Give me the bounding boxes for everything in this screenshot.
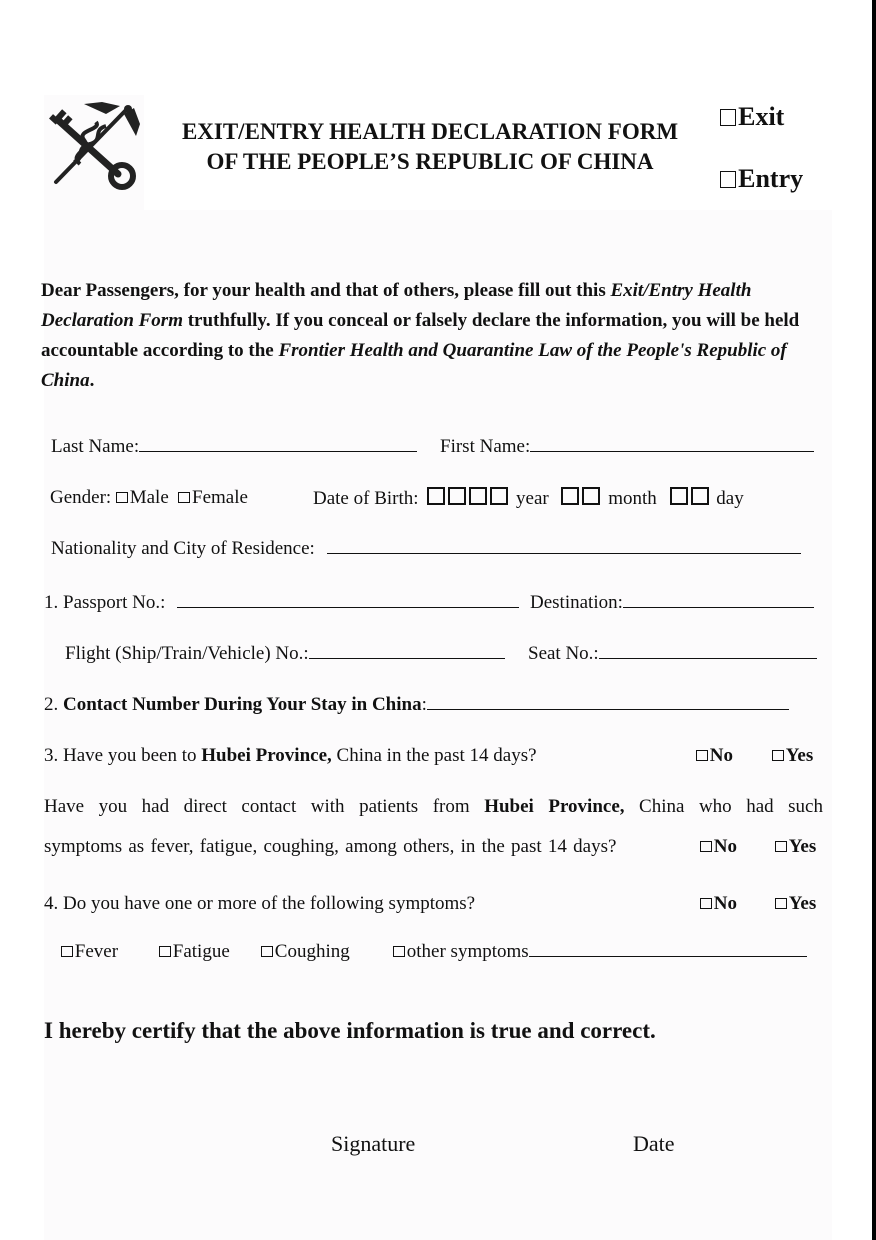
- contact-label: Contact Number During Your Stay in China: [63, 694, 422, 715]
- q3-text: 3. Have you been to: [44, 745, 202, 766]
- contact-input[interactable]: [427, 708, 789, 710]
- last-name-field: [51, 436, 417, 458]
- other-symptoms-label: other symptoms: [406, 941, 529, 962]
- day-boxes[interactable]: [670, 488, 712, 509]
- checkbox-icon[interactable]: [178, 492, 190, 504]
- checkbox-icon[interactable]: [116, 492, 128, 504]
- female-label: Female: [192, 487, 248, 508]
- month-label: month: [608, 488, 657, 509]
- title-line-2: OF THE PEOPLE’S REPUBLIC OF CHINA: [206, 149, 654, 174]
- intro-form-name: Exit/Entry Health Declaration Form: [41, 280, 752, 331]
- date-label: Date: [633, 1131, 675, 1156]
- first-name-label: First Name:: [440, 436, 531, 457]
- last-name-input[interactable]: [139, 450, 417, 452]
- checkbox-icon[interactable]: [700, 841, 712, 853]
- other-symptoms-input[interactable]: [529, 955, 807, 957]
- intro-text: truthfully. If you conceal or falsely declare the information, you will be held accountable according to the: [41, 310, 800, 361]
- no-label: No: [709, 745, 733, 766]
- first-name-input[interactable]: [530, 450, 814, 452]
- male-label: Male: [129, 487, 169, 508]
- passport-label: 1. Passport No.:: [44, 592, 166, 613]
- exit-checkbox[interactable]: [720, 102, 784, 132]
- checkbox-icon[interactable]: [696, 750, 708, 762]
- date-of-birth-field: [313, 487, 744, 510]
- first-name-field: [440, 436, 814, 458]
- customs-emblem-icon: [44, 100, 144, 192]
- destination-input[interactable]: [623, 606, 814, 608]
- male-option[interactable]: [116, 487, 169, 508]
- dob-label: Date of Birth:: [313, 488, 419, 509]
- contact-number-prefix: 2.: [44, 694, 63, 715]
- fatigue-label: Fatigue: [172, 941, 230, 962]
- q3-text: China in the past 14 days?: [331, 745, 537, 766]
- q3b-text: China who had such: [624, 796, 823, 817]
- female-option[interactable]: [178, 487, 248, 508]
- entry-checkbox[interactable]: [720, 164, 803, 194]
- seat-label: Seat No.:: [528, 643, 599, 664]
- destination-field: [530, 592, 814, 614]
- contact-field: [44, 694, 789, 716]
- form-title: [165, 117, 695, 177]
- fever-label: Fever: [74, 941, 119, 962]
- question-3b-line-1: [44, 796, 823, 818]
- checkbox-icon[interactable]: [772, 750, 784, 762]
- symptom-coughing[interactable]: [261, 941, 350, 963]
- destination-label: Destination:: [530, 592, 623, 613]
- intro-law-name: Frontier Health and Quarantine Law of the People's Republic of China: [41, 340, 787, 391]
- q3-bold: Hubei Province,: [201, 745, 332, 766]
- symptom-other: [393, 941, 807, 963]
- intro-text: .: [89, 370, 95, 391]
- title-line-1: EXIT/ENTRY HEALTH DECLARATION FORM: [181, 119, 679, 144]
- question-3: [44, 745, 537, 767]
- entry-label: Entry: [738, 164, 804, 193]
- question-3b-line-2: symptoms as fever, fatigue, coughing, among others, in the past 14 days?: [44, 836, 617, 857]
- signature-label: Signature: [331, 1131, 416, 1156]
- q3b-no-option[interactable]: [700, 836, 737, 858]
- q4-no-option[interactable]: [700, 893, 737, 915]
- exit-label: Exit: [738, 102, 785, 131]
- q3b-text: Have you had direct contact with patients from: [44, 796, 485, 817]
- year-boxes[interactable]: [427, 488, 511, 509]
- contact-colon: :: [421, 694, 427, 715]
- nationality-input[interactable]: [327, 552, 801, 554]
- seat-field: [528, 643, 817, 665]
- flight-label: Flight (Ship/Train/Vehicle) No.:: [65, 643, 309, 664]
- certification-statement: I hereby certify that the above information is true and correct.: [44, 1018, 656, 1043]
- passport-input[interactable]: [177, 606, 519, 608]
- passport-field: [44, 592, 519, 614]
- intro-paragraph: [41, 276, 831, 396]
- flight-input[interactable]: [309, 657, 505, 659]
- yes-label: Yes: [788, 893, 817, 914]
- checkbox-icon[interactable]: [700, 898, 712, 910]
- no-label: No: [713, 893, 737, 914]
- q3-yes-option[interactable]: [772, 745, 813, 767]
- checkbox-icon[interactable]: [261, 946, 273, 958]
- day-label: day: [716, 488, 744, 509]
- question-4: 4. Do you have one or more of the following symptoms?: [44, 893, 476, 914]
- no-label: No: [713, 836, 737, 857]
- checkbox-icon[interactable]: [775, 841, 787, 853]
- last-name-label: Last Name:: [51, 436, 140, 457]
- coughing-label: Coughing: [274, 941, 350, 962]
- symptom-fever[interactable]: [61, 941, 118, 963]
- seat-input[interactable]: [599, 657, 817, 659]
- gender-label: Gender:: [50, 487, 112, 508]
- symptom-fatigue[interactable]: [159, 941, 230, 963]
- checkbox-icon[interactable]: [393, 946, 405, 958]
- gender-field: [50, 487, 248, 509]
- checkbox-icon[interactable]: [61, 946, 73, 958]
- month-boxes[interactable]: [561, 488, 603, 509]
- checkbox-icon[interactable]: [720, 109, 736, 125]
- q3-no-option[interactable]: [696, 745, 733, 767]
- nationality-field: [51, 538, 801, 560]
- q3b-yes-option[interactable]: [775, 836, 816, 858]
- checkbox-icon[interactable]: [159, 946, 171, 958]
- yes-label: Yes: [785, 745, 814, 766]
- yes-label: Yes: [788, 836, 817, 857]
- nationality-label: Nationality and City of Residence:: [51, 538, 315, 559]
- checkbox-icon[interactable]: [775, 898, 787, 910]
- intro-text: Dear Passengers, for your health and that of others, please fill out this: [41, 280, 611, 301]
- year-label: year: [516, 488, 549, 509]
- checkbox-icon[interactable]: [720, 171, 736, 187]
- q3b-bold: Hubei Province,: [484, 796, 625, 817]
- page-edge-border: [872, 0, 876, 1240]
- flight-field: [65, 643, 505, 665]
- q4-yes-option[interactable]: [775, 893, 816, 915]
